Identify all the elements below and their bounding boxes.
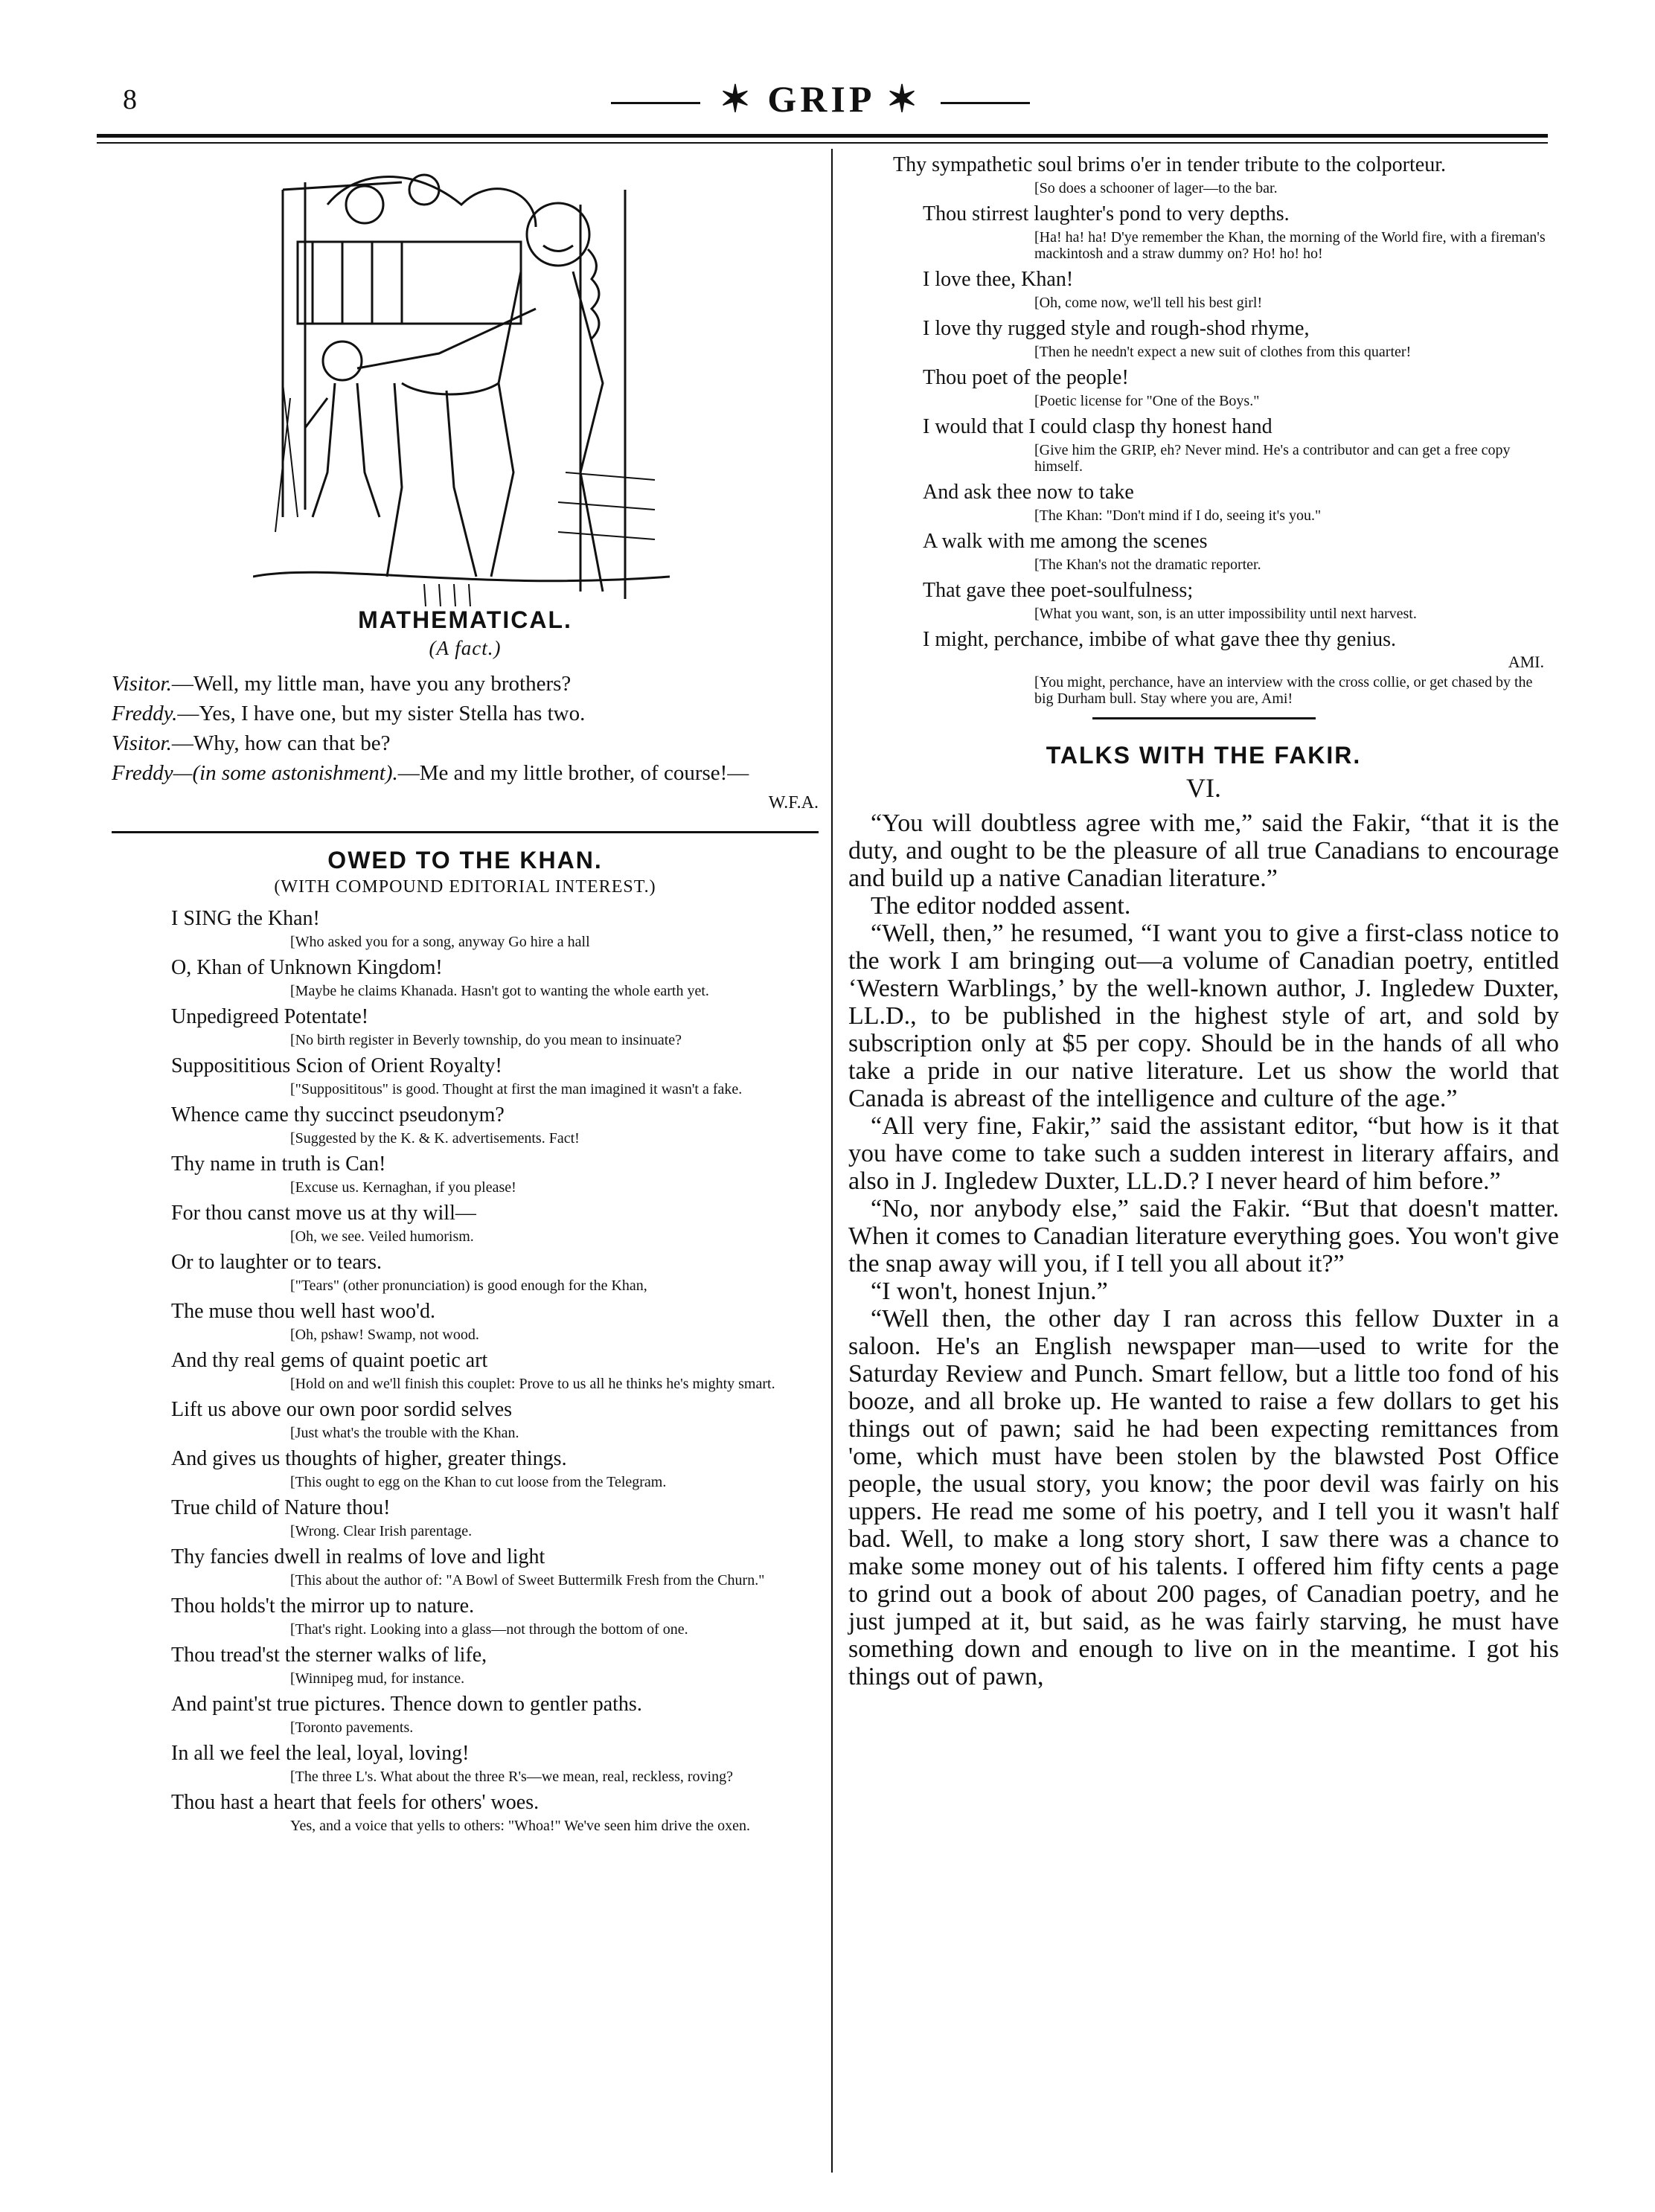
masthead-left-rule bbox=[611, 102, 700, 104]
paragraph: “Well then, the other day I ran across this fellow Duxter in a saloon. He's an English newspaper man—used to write for the Saturday Review and Punch. Smart fellow, but a little too fond of his booze, and all broke up. He wanted to raise a few dollars to get his things out of pawn; said he had been expecting remittances from 'ome, which must have been stolen by the blawsted Post Office people, the usual story, you know; the poor devil was fairly on his uppers. He read me some of his poetry, and I tell you it wasn't half bad. Well, to make a long story short, I saw there was a chance to make some money out of his talents. I offered him fifty cents a page to grind out a book of about 200 pages, of Canadian poetry, and he just jumped at it, but said, as he was fairly starving, he must have something down and enough to live on in the meantime. I got his things out of pawn, bbox=[848, 1305, 1559, 1690]
poem-line: I SING the Khan! bbox=[171, 907, 320, 930]
header-rule-thin bbox=[97, 142, 1548, 144]
fakir-title: TALKS WITH THE FAKIR. bbox=[1046, 742, 1362, 769]
speaker: Freddy—(in some astonishment). bbox=[112, 761, 398, 785]
column-divider bbox=[831, 149, 833, 2173]
header-rule bbox=[97, 134, 1548, 138]
left-column bbox=[112, 160, 819, 2184]
editorial-note: [Oh, we see. Veiled humorism. bbox=[290, 1228, 474, 1245]
dialogue-line bbox=[112, 728, 819, 758]
line-text: —Yes, I have one, but my sister Stella has two. bbox=[177, 702, 586, 725]
poem-line: I would that I could clasp thy honest hand bbox=[923, 415, 1273, 438]
paragraph: “I won't, honest Injun.” bbox=[871, 1277, 1108, 1305]
editorial-note: [The Khan: "Don't mind if I do, seeing it's you." bbox=[1034, 507, 1322, 524]
editorial-note: [The three L's. What about the three R's—we mean, real, reckless, roving? bbox=[290, 1769, 733, 1785]
line-text: —Well, my little man, have you any brothers? bbox=[171, 672, 572, 696]
poem-line: Thou hast a heart that feels for others' woes. bbox=[171, 1791, 540, 1814]
editorial-note: [So does a schooner of lager—to the bar. bbox=[1034, 180, 1278, 196]
editorial-note: [Oh, come now, we'll tell his best girl! bbox=[1034, 295, 1263, 311]
dialogue-line bbox=[112, 699, 819, 728]
editorial-note: [Maybe he claims Khanada. Hasn't got to wanting the whole earth yet. bbox=[290, 983, 709, 999]
poem-line: I love thee, Khan! bbox=[923, 268, 1074, 291]
section-separator bbox=[112, 831, 819, 833]
poem-line: The muse thou well hast woo'd. bbox=[171, 1300, 435, 1323]
poem-line: I might, perchance, imbibe of what gave thee thy genius. bbox=[923, 628, 1397, 651]
editorial-note: [Winnipeg mud, for instance. bbox=[290, 1670, 465, 1687]
poem-line: Whence came thy succinct pseudonym? bbox=[171, 1103, 505, 1126]
poem-line: Thou poet of the people! bbox=[923, 366, 1129, 389]
fakir-section bbox=[848, 742, 1559, 1690]
paragraph: “No, nor anybody else,” said the Fakir. “But that doesn't matter. When it comes to Canadian literature everything goes. You won't give the snap away will you, if I tell you all about it?” bbox=[848, 1195, 1559, 1277]
editorial-note: [Excuse us. Kernaghan, if you please! bbox=[290, 1179, 516, 1196]
poem-line: Thy fancies dwell in realms of love and light bbox=[171, 1545, 545, 1568]
poem-line: Supposititious Scion of Orient Royalty! bbox=[171, 1054, 502, 1077]
poem-signature: AMI. bbox=[1508, 653, 1544, 671]
poem-line: Thy name in truth is Can! bbox=[171, 1153, 386, 1176]
editorial-note: [What you want, son, is an utter impossibility until next harvest. bbox=[1034, 606, 1417, 622]
paragraph: “You will doubtless agree with me,” said the Fakir, “that it is the duty, and ought to be the pleasure of all true Canadians to encourage and build up a native Canadian literature.” bbox=[848, 810, 1559, 892]
editorial-note: [This ought to egg on the Khan to cut loose from the Telegram. bbox=[290, 1474, 667, 1490]
editorial-note: [The Khan's not the dramatic reporter. bbox=[1034, 557, 1261, 573]
editorial-note: [Poetic license for "One of the Boys." bbox=[1034, 393, 1260, 409]
editorial-note: [Ha! ha! ha! D'ye remember the Khan, the morning of the World fire, with a fireman's mackintosh and a straw dummy on? Ho! ho! ho! bbox=[1034, 229, 1546, 262]
poem-line: And paint'st true pictures. Thence down to gentler paths. bbox=[171, 1693, 642, 1716]
mathematical-title: MATHEMATICAL. bbox=[358, 606, 572, 633]
editorial-note: [You might, perchance, have an interview with the cross collie, or get chased by the big Durham bull. Stay where you are, Ami! bbox=[1034, 674, 1533, 707]
publication-title: GRIP bbox=[767, 78, 874, 120]
section-separator bbox=[1092, 717, 1316, 719]
editorial-note: [Hold on and we'll finish this couplet: Prove to us all he thinks he's mighty smart. bbox=[290, 1376, 775, 1392]
khan-poem bbox=[112, 847, 819, 1834]
poem-line: Thou stirrest laughter's pond to very depths. bbox=[923, 202, 1290, 225]
khan-title: OWED TO THE KHAN. bbox=[327, 847, 603, 873]
poem-line: Unpedigreed Potentate! bbox=[171, 1005, 369, 1028]
poem-line: In all we feel the leal, loyal, loving! bbox=[171, 1742, 470, 1765]
poem-line: Or to laughter or to tears. bbox=[171, 1251, 382, 1274]
editorial-note: [Oh, pshaw! Swamp, not wood. bbox=[290, 1327, 479, 1343]
poem-line: Lift us above our own poor sordid selves bbox=[171, 1398, 513, 1421]
poem-line: That gave thee poet-soulfulness; bbox=[923, 579, 1194, 602]
editorial-note: [Suggested by the K. & K. advertisements. Fact! bbox=[290, 1130, 580, 1147]
cartoon-illustration bbox=[253, 160, 670, 606]
editorial-note: Yes, and a voice that yells to others: "Whoa!" We've seen him drive the oxen. bbox=[290, 1818, 750, 1834]
masthead bbox=[93, 74, 1548, 149]
poem-line: For thou canst move us at thy will— bbox=[171, 1202, 476, 1225]
poem-line: O, Khan of Unknown Kingdom! bbox=[171, 956, 443, 979]
masthead-right-rule bbox=[941, 102, 1030, 104]
poem-line: I love thy rugged style and rough-shod rhyme, bbox=[923, 317, 1310, 340]
poem-line: And ask thee now to take bbox=[923, 481, 1134, 504]
paragraph: The editor nodded assent. bbox=[871, 892, 1131, 920]
poem-line: And thy real gems of quaint poetic art bbox=[171, 1349, 488, 1372]
line-text: —Me and my little brother, of course!— bbox=[397, 761, 749, 785]
speaker: Visitor. bbox=[112, 731, 172, 755]
page-number: 8 bbox=[123, 84, 137, 115]
mathematical-subtitle: (A fact.) bbox=[429, 637, 502, 659]
poem-line: True child of Nature thou! bbox=[171, 1496, 391, 1519]
stanza-list-continued bbox=[848, 180, 1559, 653]
editorial-note: [Wrong. Clear Irish parentage. bbox=[290, 1523, 473, 1539]
signature: W.F.A. bbox=[768, 793, 819, 812]
poem-line: Thou tread'st the sterner walks of life, bbox=[171, 1644, 487, 1667]
stanza-list bbox=[112, 906, 819, 1834]
khan-subtitle: (WITH COMPOUND EDITORIAL INTEREST.) bbox=[274, 877, 656, 897]
mathematical-section bbox=[112, 606, 819, 818]
poem-line: Thy sympathetic soul brims o'er in tender tribute to the colporteur. bbox=[893, 153, 1446, 176]
paragraph: “Well, then,” he resumed, “I want you to give a first-class notice to the work I am bringing out—a volume of Canadian poetry, entitled ‘Western Warblings,’ by the well-known author, J. Ingledew Duxter, LL.D., to be published in the highest style of art, and sold by subscription only at $5 per copy. Should be in the hands of all who take a pride in our native literature. Let us show the world that Canada is abreast of the intelligence and culture of the age.” bbox=[848, 920, 1559, 1112]
masthead-title-block bbox=[93, 77, 1548, 121]
fakir-number: VI. bbox=[1186, 773, 1221, 803]
speaker: Visitor. bbox=[112, 672, 172, 696]
editorial-note: [Who asked you for a song, anyway Go hire a hall bbox=[290, 934, 590, 950]
poem-line: Thou holds't the mirror up to nature. bbox=[171, 1594, 475, 1618]
star-ornament-icon: ✶ bbox=[886, 78, 922, 120]
right-column bbox=[848, 153, 1559, 2206]
line-text: —Why, how can that be? bbox=[171, 731, 391, 755]
editorial-note: [Give him the GRIP, eh? Never mind. He's a contributor and can get a free copy himself. bbox=[1034, 442, 1511, 475]
editorial-note: ["Tears" (other pronunciation) is good enough for the Khan, bbox=[290, 1277, 647, 1294]
paragraph: “All very fine, Fakir,” said the assistant editor, “but how is it that you have come to take such a sudden interest in literary affairs, and also in J. Ingledew Duxter, LL.D.? I never heard of him before.” bbox=[848, 1112, 1559, 1195]
editorial-note: [Then he needn't expect a new suit of clothes from this quarter! bbox=[1034, 344, 1412, 360]
star-ornament-icon: ✶ bbox=[719, 78, 755, 120]
editorial-note: [Just what's the trouble with the Khan. bbox=[290, 1425, 519, 1441]
dialogue-line bbox=[112, 758, 819, 818]
dialogue-line bbox=[112, 669, 819, 699]
editorial-note: [That's right. Looking into a glass—not through the bottom of one. bbox=[290, 1621, 688, 1638]
poem-line: And gives us thoughts of higher, greater things. bbox=[171, 1447, 567, 1470]
editorial-note: [No birth register in Beverly township, do you mean to insinuate? bbox=[290, 1032, 682, 1048]
editorial-note: [Toronto pavements. bbox=[290, 1719, 414, 1736]
editorial-note: [This about the author of: "A Bowl of Sweet Buttermilk Fresh from the Churn." bbox=[290, 1572, 765, 1589]
fakir-body bbox=[848, 810, 1559, 1690]
editorial-note: ["Supposititous" is good. Thought at first the man imagined it wasn't a fake. bbox=[290, 1081, 743, 1097]
poem-line: A walk with me among the scenes bbox=[923, 530, 1208, 553]
speaker: Freddy. bbox=[112, 702, 178, 725]
